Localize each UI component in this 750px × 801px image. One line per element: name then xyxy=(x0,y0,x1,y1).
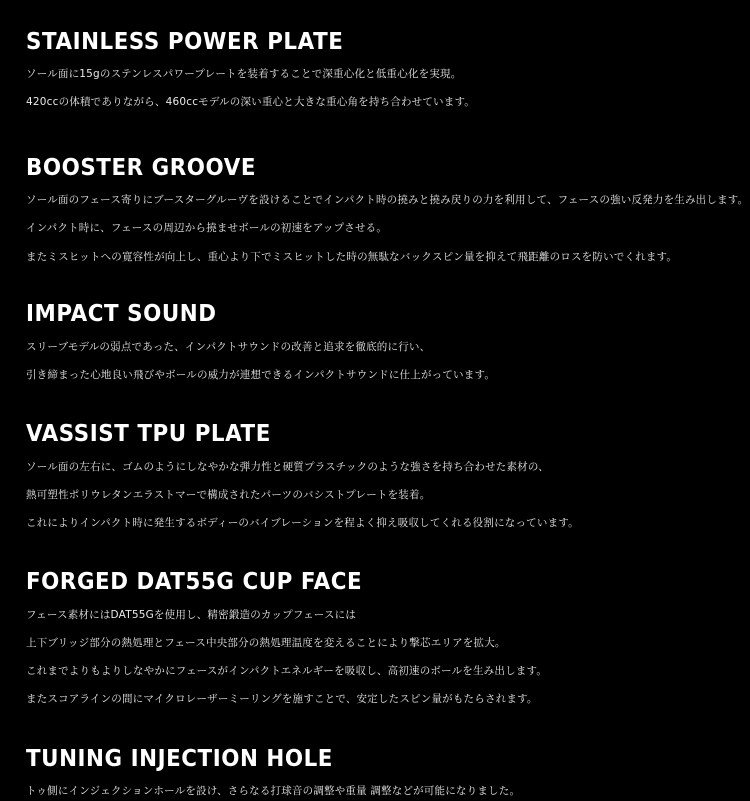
section-line: 上下ブリッジ部分の熱処理とフェース中央部分の熱処理温度を変えることにより撃芯エリアを拡大。 xyxy=(26,636,506,649)
feature-section-tuning-injection-hole xyxy=(26,747,724,801)
section-title: VASSIST TPU PLATE xyxy=(26,421,271,448)
section-line: これまでよりもよりしなやかにフェースがインパクトエネルギーを吸収し、高初速のボールを生み出します。 xyxy=(26,664,548,677)
section-line: ソール面のフェース寄りにブースターグルーヴを設けることでインパクト時の撓みと撓み戻りの力を利用して、フェースの強い反発力を生み出します。 xyxy=(26,194,749,207)
section-body xyxy=(26,459,724,533)
section-title: STAINLESS POWER PLATE xyxy=(26,29,344,55)
section-title: IMPACT SOUND xyxy=(26,301,217,328)
section-line: 引き締まった心地良い飛びやボールの威力が連想できるインパクトサウンドに仕上がっています。 xyxy=(26,368,496,381)
section-title: BOOSTER GROOVE xyxy=(26,155,257,182)
section-body xyxy=(26,607,724,709)
section-line: これによりインパクト時に発生するボディーのバイブレーションを程よく抑え吸収してくれる役割になっています。 xyxy=(26,516,579,529)
section-line: トゥ側にインジェクションホールを設け、さらなる打球音の調整や重量 調整などが可能になりました。 xyxy=(26,785,521,798)
section-line: 熱可塑性ポリウレタンエラストマーで構成されたパーツのバシストプレートを装着。 xyxy=(26,488,431,501)
section-body xyxy=(26,339,724,385)
section-line: フェース素材にはDAT55Gを使用し、精密鍛造のカップフェースには xyxy=(26,608,357,621)
feature-section-booster-groove xyxy=(26,155,749,266)
feature-section-stainless-power-plate xyxy=(26,30,724,112)
section-line: またミスヒットへの寛容性が向上し、重心より下でミスヒットした時の無駄なバックスピン量を抑えて飛距離のロスを防いでくれます。 xyxy=(26,250,678,263)
section-line: インパクト時に、フェースの周辺から撓ませボールの初速をアップさせる。 xyxy=(26,222,388,235)
section-line: 420ccの体積でありながら、460ccモデルの深い重心と大きな重心角を持ち合わせています。 xyxy=(26,96,476,109)
section-body xyxy=(26,192,749,266)
section-line: ソール面に15gのステンレスパワープレートを装着することで深重心化と低重心化を実現。 xyxy=(26,68,462,81)
section-body xyxy=(26,66,724,112)
section-title: TUNING INJECTION HOLE xyxy=(26,745,333,772)
section-line: またスコアラインの間にマイクロレーザーミーリングを施すことで、安定したスピン量がもたらされます。 xyxy=(26,693,538,706)
section-body xyxy=(26,783,724,801)
feature-section-forged-dat55g-cup-face xyxy=(26,570,724,708)
section-title: FORGED DAT55G CUP FACE xyxy=(26,569,363,596)
feature-section-impact-sound xyxy=(26,302,724,384)
section-line: ソール面の左右に、ゴムのようにしなやかな弾力性と硬質プラスチックのような強さを持ち合わせた素材の、 xyxy=(26,460,549,473)
section-line: スリーブモデルの弱点であった、インパクトサウンドの改善と追求を徹底的に行い、 xyxy=(26,340,431,353)
feature-section-vassist-tpu-plate xyxy=(26,422,724,532)
